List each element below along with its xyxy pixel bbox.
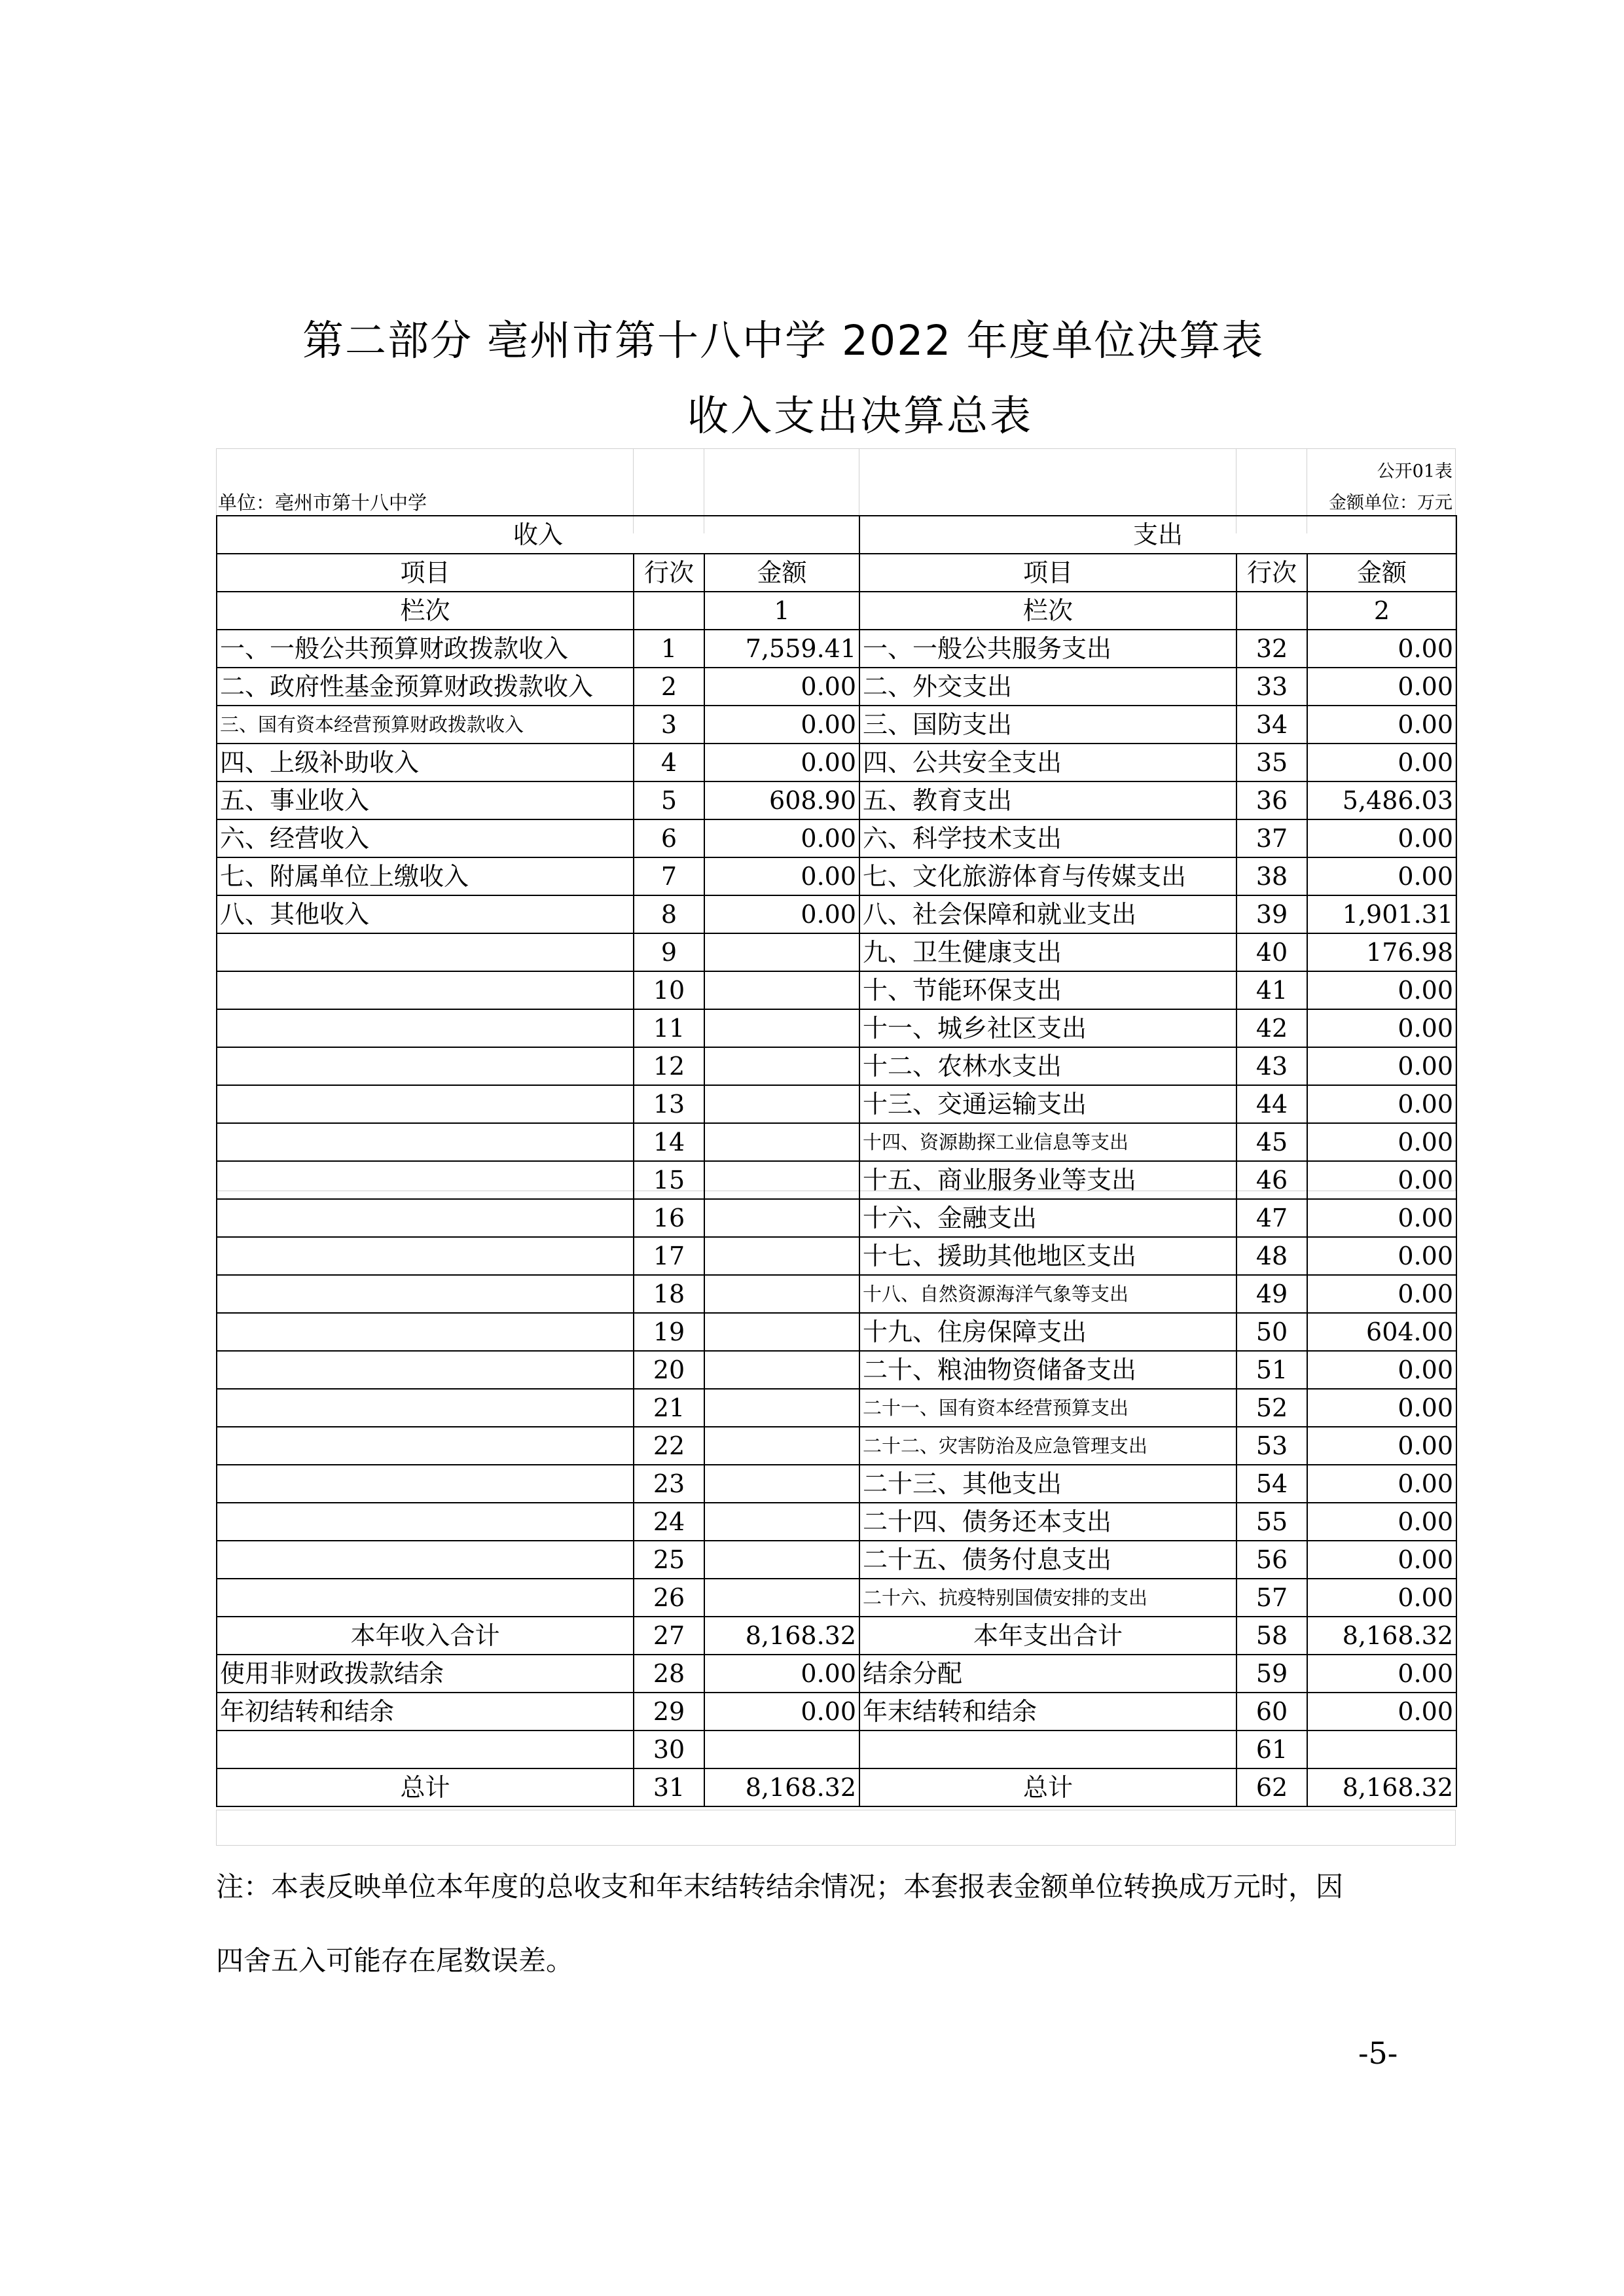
expense-item: 十一、城乡社区支出 [859,1009,1236,1047]
table-row [217,1009,1456,1047]
empty-cell [1236,592,1307,630]
income-item [217,1123,634,1161]
income-rowno: 21 [634,1389,704,1427]
income-rowno: 2 [634,668,704,706]
income-rowno: 3 [634,706,704,744]
expense-item: 三、国防支出 [859,706,1236,744]
document-heading: 第二部分 亳州市第十八中学 2022 年度单位决算表 [302,317,1265,365]
income-item [217,1465,634,1503]
table-row [217,895,1456,933]
expense-amount: 0.00 [1307,1237,1456,1275]
expense-item: 总计 [859,1768,1236,1806]
expense-amount: 0.00 [1307,668,1456,706]
income-amount [704,1237,859,1275]
income-item [217,1047,634,1085]
income-rowno: 20 [634,1351,704,1389]
income-rowno: 19 [634,1313,704,1351]
expense-rowno: 33 [1236,668,1307,706]
page-number: -5- [1358,2036,1398,2071]
expense-item: 二十二、灾害防治及应急管理支出 [859,1427,1236,1465]
income-item: 七、附属单位上缴收入 [217,857,634,895]
expense-item: 十七、援助其他地区支出 [859,1237,1236,1275]
income-col-number: 1 [704,592,859,630]
income-item [217,933,634,971]
income-item [217,1503,634,1541]
income-item [217,1731,634,1768]
expense-item: 本年支出合计 [859,1617,1236,1655]
expense-amount: 604.00 [1307,1313,1456,1351]
expense-amount: 0.00 [1307,857,1456,895]
income-amount [704,1275,859,1313]
income-item [217,1427,634,1465]
unit-label: 单位：亳州市第十八中学 [218,492,427,514]
income-rowno: 4 [634,744,704,781]
income-item: 四、上级补助收入 [217,744,634,781]
sheet-footer-row [216,1810,1456,1846]
income-item: 总计 [217,1768,634,1806]
expense-amount: 5,486.03 [1307,781,1456,819]
form-code: 公开01表 [1377,461,1453,482]
income-rowno: 1 [634,630,704,668]
income-rowno: 13 [634,1085,704,1123]
table-row [217,933,1456,971]
income-amount [704,1503,859,1541]
expense-rowno: 40 [1236,933,1307,971]
income-item [217,1085,634,1123]
expense-item: 二十五、债务付息支出 [859,1541,1236,1579]
expense-amount: 0.00 [1307,630,1456,668]
income-rowno: 6 [634,819,704,857]
table-row [217,1541,1456,1579]
table-row [217,1768,1456,1806]
income-amount: 0.00 [704,857,859,895]
income-amount: 0.00 [704,744,859,781]
table-row [217,1693,1456,1731]
expense-rowno: 44 [1236,1085,1307,1123]
expense-item: 十四、资源勘探工业信息等支出 [859,1123,1236,1161]
expense-item: 二十六、抗疫特别国债安排的支出 [859,1579,1236,1617]
expense-item: 五、教育支出 [859,781,1236,819]
income-amount: 608.90 [704,781,859,819]
income-item: 五、事业收入 [217,781,634,819]
expense-rowno: 39 [1236,895,1307,933]
income-header: 收入 [217,516,859,554]
expense-item: 八、社会保障和就业支出 [859,895,1236,933]
expense-rowno: 43 [1236,1047,1307,1085]
table-row [217,819,1456,857]
income-item: 本年收入合计 [217,1617,634,1655]
budget-table [216,515,1457,1807]
expense-item: 二十四、债务还本支出 [859,1503,1236,1541]
table-row [217,1199,1456,1237]
table-row [217,1275,1456,1313]
table-row [217,1389,1456,1427]
income-amount [704,1351,859,1389]
table-row [217,1085,1456,1123]
table-row [217,1351,1456,1389]
expense-rowno: 32 [1236,630,1307,668]
income-rowno: 22 [634,1427,704,1465]
expense-amount: 0.00 [1307,819,1456,857]
income-rowno: 8 [634,895,704,933]
expense-item: 一、一般公共服务支出 [859,630,1236,668]
expense-rowno: 55 [1236,1503,1307,1541]
income-amount [704,1199,859,1237]
expense-amount: 0.00 [1307,1655,1456,1693]
expense-rowno: 51 [1236,1351,1307,1389]
expense-rowno: 57 [1236,1579,1307,1617]
expense-item: 十二、农林水支出 [859,1047,1236,1085]
income-item: 年初结转和结余 [217,1693,634,1731]
income-amount [704,1047,859,1085]
expense-rowno: 47 [1236,1199,1307,1237]
expense-rowno: 52 [1236,1389,1307,1427]
table-row [217,1047,1456,1085]
table-row [217,971,1456,1009]
income-amount [704,1085,859,1123]
expense-amount-header: 金额 [1307,554,1456,592]
income-amount: 0.00 [704,668,859,706]
expense-item: 九、卫生健康支出 [859,933,1236,971]
income-item [217,1275,634,1313]
expense-amount: 8,168.32 [1307,1768,1456,1806]
expense-rowno: 41 [1236,971,1307,1009]
income-amount [704,1427,859,1465]
income-rowno: 25 [634,1541,704,1579]
expense-amount: 0.00 [1307,1541,1456,1579]
expense-rowno: 56 [1236,1541,1307,1579]
income-amount [704,1009,859,1047]
income-amount [704,933,859,971]
expense-item: 十三、交通运输支出 [859,1085,1236,1123]
expense-item: 结余分配 [859,1655,1236,1693]
expense-item: 六、科学技术支出 [859,819,1236,857]
income-amount [704,1313,859,1351]
expense-amount: 0.00 [1307,1047,1456,1085]
income-rowno-header: 行次 [634,554,704,592]
expense-rowno: 59 [1236,1655,1307,1693]
table-row [217,1579,1456,1617]
income-rowno: 16 [634,1199,704,1237]
expense-item: 七、文化旅游体育与传媒支出 [859,857,1236,895]
expense-rowno: 38 [1236,857,1307,895]
income-rowno: 24 [634,1503,704,1541]
income-amount [704,1465,859,1503]
income-item [217,1237,634,1275]
expense-item: 十九、住房保障支出 [859,1313,1236,1351]
expense-item: 十八、自然资源海洋气象等支出 [859,1275,1236,1313]
income-amount: 8,168.32 [704,1768,859,1806]
expense-rowno: 48 [1236,1237,1307,1275]
income-amount: 0.00 [704,1693,859,1731]
table-row [217,1731,1456,1768]
income-rowno: 28 [634,1655,704,1693]
expense-rowno: 46 [1236,1161,1307,1199]
income-item [217,1579,634,1617]
expense-item: 二、外交支出 [859,668,1236,706]
income-rowno: 14 [634,1123,704,1161]
income-amount [704,971,859,1009]
income-item: 八、其他收入 [217,895,634,933]
table-row [217,1427,1456,1465]
income-item: 三、国有资本经营预算财政拨款收入 [217,706,634,744]
table-row [217,1313,1456,1351]
expense-amount: 8,168.32 [1307,1617,1456,1655]
income-amount [704,1731,859,1768]
income-rowno: 11 [634,1009,704,1047]
income-rowno: 9 [634,933,704,971]
expense-amount: 0.00 [1307,1275,1456,1313]
empty-cell [634,592,704,630]
expense-item-header: 项目 [859,554,1236,592]
income-item [217,1199,634,1237]
expense-item: 二十、粮油物资储备支出 [859,1351,1236,1389]
expense-rowno: 49 [1236,1275,1307,1313]
expense-item: 二十三、其他支出 [859,1465,1236,1503]
expense-amount: 0.00 [1307,1693,1456,1731]
expense-amount: 0.00 [1307,1009,1456,1047]
expense-item [859,1731,1236,1768]
expense-rowno-header: 行次 [1236,554,1307,592]
income-amount [704,1541,859,1579]
income-amount: 0.00 [704,1655,859,1693]
income-amount: 8,168.32 [704,1617,859,1655]
expense-rowno: 61 [1236,1731,1307,1768]
expense-amount: 0.00 [1307,706,1456,744]
expense-item: 十、节能环保支出 [859,971,1236,1009]
income-item [217,1313,634,1351]
note-line-2: 四舍五入可能存在尾数误差。 [216,1945,574,1977]
expense-amount: 176.98 [1307,933,1456,971]
table-row [217,1465,1456,1503]
expense-header: 支出 [859,516,1456,554]
income-rowno: 29 [634,1693,704,1731]
income-item [217,971,634,1009]
income-rowno: 26 [634,1579,704,1617]
table-title: 收入支出决算总表 [687,392,1033,440]
income-item [217,1351,634,1389]
income-rowno: 30 [634,1731,704,1768]
table-row [217,706,1456,744]
income-rowno: 23 [634,1465,704,1503]
expense-rowno: 34 [1236,706,1307,744]
income-amount [704,1389,859,1427]
expense-rowno: 42 [1236,1009,1307,1047]
income-amount: 7,559.41 [704,630,859,668]
table-row [217,1655,1456,1693]
table-row [217,781,1456,819]
expense-amount: 0.00 [1307,1389,1456,1427]
income-rowno: 17 [634,1237,704,1275]
table-row [217,1237,1456,1275]
expense-item: 二十一、国有资本经营预算支出 [859,1389,1236,1427]
income-rowno: 18 [634,1275,704,1313]
income-item: 使用非财政拨款结余 [217,1655,634,1693]
expense-rowno: 60 [1236,1693,1307,1731]
expense-rowno: 36 [1236,781,1307,819]
expense-rowno: 35 [1236,744,1307,781]
expense-item: 十五、商业服务业等支出 [859,1161,1236,1199]
income-rowno: 27 [634,1617,704,1655]
expense-rowno: 62 [1236,1768,1307,1806]
income-amount [704,1579,859,1617]
table-row [217,630,1456,668]
expense-rowno: 54 [1236,1465,1307,1503]
expense-amount: 0.00 [1307,1427,1456,1465]
income-amount-header: 金额 [704,554,859,592]
expense-amount: 0.00 [1307,1579,1456,1617]
income-rowno: 31 [634,1768,704,1806]
expense-col-number: 2 [1307,592,1456,630]
income-item [217,1161,634,1199]
expense-rowno: 37 [1236,819,1307,857]
expense-amount: 0.00 [1307,1161,1456,1199]
table-row [217,857,1456,895]
income-rowno: 12 [634,1047,704,1085]
table-row [217,1617,1456,1655]
income-col-label: 栏次 [217,592,634,630]
income-rowno: 5 [634,781,704,819]
income-amount: 0.00 [704,819,859,857]
expense-item: 十六、金融支出 [859,1199,1236,1237]
expense-col-label: 栏次 [859,592,1236,630]
expense-amount: 0.00 [1307,1503,1456,1541]
income-rowno: 10 [634,971,704,1009]
table-row [217,1123,1456,1161]
expense-rowno: 45 [1236,1123,1307,1161]
income-item-header: 项目 [217,554,634,592]
income-amount: 0.00 [704,706,859,744]
income-item: 一、一般公共预算财政拨款收入 [217,630,634,668]
expense-amount: 0.00 [1307,1465,1456,1503]
expense-rowno: 53 [1236,1427,1307,1465]
income-rowno: 7 [634,857,704,895]
table-row [217,1503,1456,1541]
expense-amount: 0.00 [1307,1199,1456,1237]
expense-amount: 0.00 [1307,1123,1456,1161]
expense-amount: 0.00 [1307,744,1456,781]
income-rowno: 15 [634,1161,704,1199]
expense-item: 年末结转和结余 [859,1693,1236,1731]
expense-amount: 0.00 [1307,1351,1456,1389]
income-item: 六、经营收入 [217,819,634,857]
expense-rowno: 58 [1236,1617,1307,1655]
expense-amount: 0.00 [1307,971,1456,1009]
amount-unit: 金额单位：万元 [1329,493,1453,513]
income-item [217,1541,634,1579]
expense-amount: 1,901.31 [1307,895,1456,933]
income-amount: 0.00 [704,895,859,933]
expense-amount [1307,1731,1456,1768]
expense-item: 四、公共安全支出 [859,744,1236,781]
income-item [217,1389,634,1427]
income-amount [704,1123,859,1161]
income-amount [704,1161,859,1199]
table-row [217,1161,1456,1199]
expense-rowno: 50 [1236,1313,1307,1351]
expense-amount: 0.00 [1307,1085,1456,1123]
income-item: 二、政府性基金预算财政拨款收入 [217,668,634,706]
table-row [217,668,1456,706]
income-item [217,1009,634,1047]
table-row [217,744,1456,781]
note-line-1: 注：本表反映单位本年度的总收支和年末结转结余情况；本套报表金额单位转换成万元时，因 [216,1871,1344,1903]
